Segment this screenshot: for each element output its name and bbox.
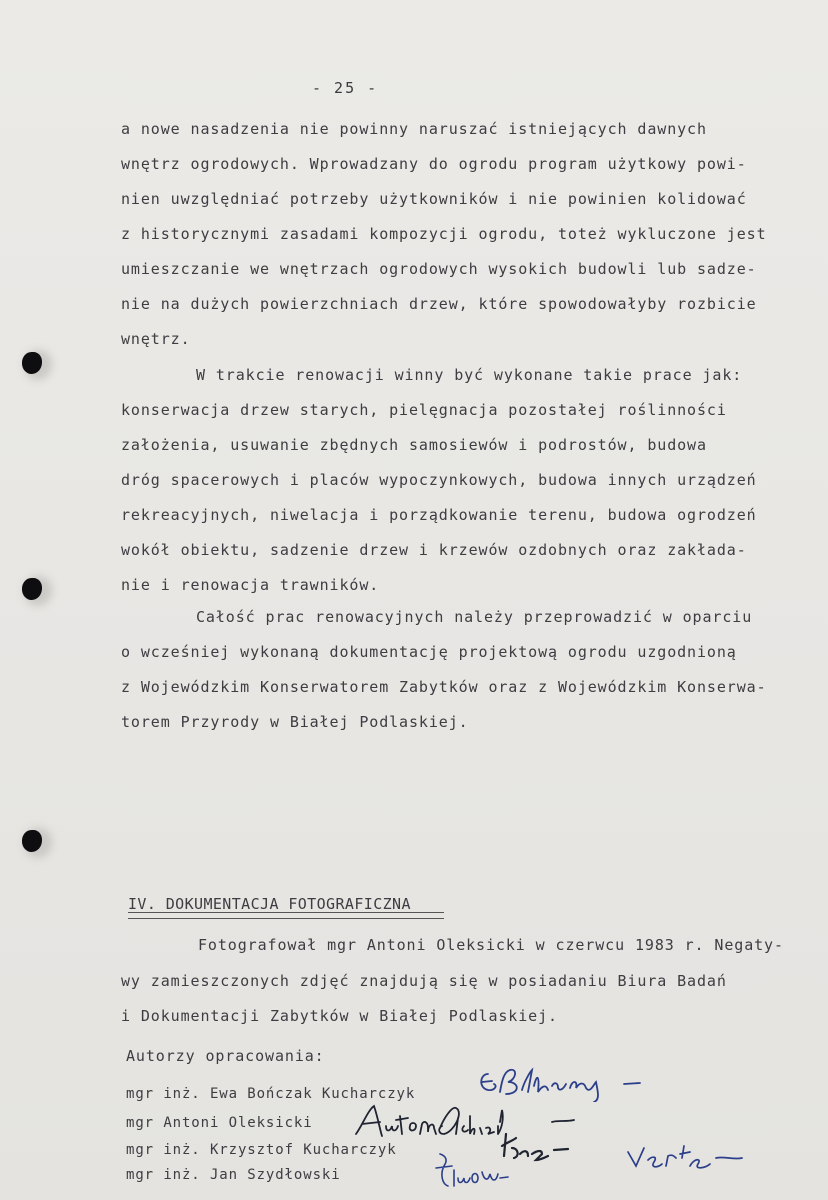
text-line: założenia, usuwanie zbędnych samosiewów i podrostów, budowa xyxy=(121,436,707,454)
text-line: nien uwzględniać potrzeby użytkowników i nie powinien kolidować xyxy=(121,190,747,208)
author-entry: mgr inż. Jan Szydłowski xyxy=(126,1167,341,1183)
punch-hole xyxy=(22,830,42,852)
text-line: W trakcie renowacji winny być wykonane takie prace jak: xyxy=(196,366,743,384)
authors-label: Autorzy opracowania: xyxy=(126,1047,325,1065)
signature-bonczak xyxy=(474,1062,674,1102)
text-line: wnętrz ogrodowych. Wprowadzany do ogrodu program użytkowy powi- xyxy=(121,155,747,173)
text-line: konserwacja drzew starych, pielęgnacja pozostałej roślinności xyxy=(121,401,727,419)
text-line: rekreacyjnych, niwelacja i porządkowanie terenu, budowa ogrodzeń xyxy=(121,506,757,524)
text-line: nie i renowacja trawników. xyxy=(121,576,380,594)
text-line: z Wojewódzkim Konserwatorem Zabytków oraz z Wojewódzkim Konserwa- xyxy=(121,678,767,696)
punch-hole xyxy=(22,352,42,374)
section-heading: IV. DOKUMENTACJA FOTOGRAFICZNA xyxy=(128,895,411,913)
text-line: i Dokumentacji Zabytków w Białej Podlaskiej. xyxy=(121,1007,558,1025)
signature-initials xyxy=(624,1138,754,1174)
punch-hole xyxy=(22,578,42,600)
text-line: z historycznymi zasadami kompozycji ogrodu, toteż wykluczone jest xyxy=(121,225,767,243)
signature-szydlowski xyxy=(432,1150,518,1190)
text-line: wnętrz. xyxy=(121,330,191,348)
text-line: o wcześniej wykonaną dokumentację projektową ogrodu uzgodnioną xyxy=(121,643,737,661)
text-line: wy zamieszczonych zdjęć znajdują się w posiadaniu Biura Badań xyxy=(121,972,727,990)
text-line: umieszczanie we wnętrzach ogrodowych wysokich budowli lub sadze- xyxy=(121,260,757,278)
text-line: Fotografował mgr Antoni Oleksicki w czerwcu 1983 r. Negaty- xyxy=(198,936,784,954)
text-line: nie na dużych powierzchniach drzew, które spowodowałyby rozbicie xyxy=(121,295,757,313)
text-line: dróg spacerowych i placów wypoczynkowych, budowa innych urządzeń xyxy=(121,471,757,489)
page-number: - 25 - xyxy=(312,79,379,97)
author-entry: mgr Antoni Oleksicki xyxy=(126,1115,313,1131)
author-entry: mgr inż. Krzysztof Kucharczyk xyxy=(126,1142,397,1158)
heading-double-underline xyxy=(128,912,444,919)
text-line: wokół obiektu, sadzenie drzew i krzewów ozdobnych oraz zakłada- xyxy=(121,541,747,559)
text-line: torem Przyrody w Białej Podlaskiej. xyxy=(121,713,469,731)
author-entry: mgr inż. Ewa Bończak Kucharczyk xyxy=(126,1086,416,1102)
text-line: a nowe nasadzenia nie powinny naruszać istniejących dawnych xyxy=(121,120,707,138)
text-line: Całość prac renowacyjnych należy przeprowadzić w oparciu xyxy=(196,608,753,626)
